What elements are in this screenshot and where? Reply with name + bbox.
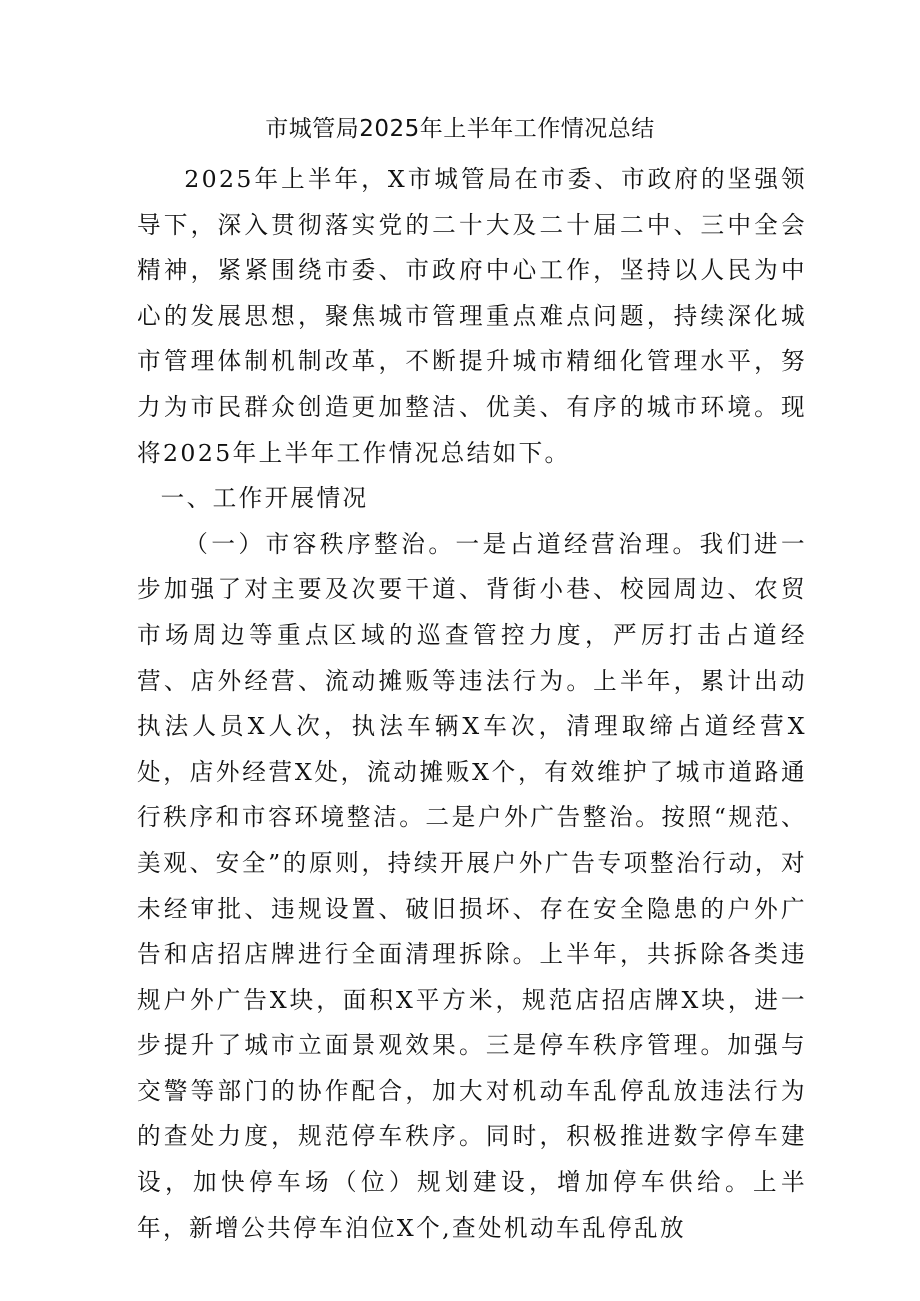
document-title: 市城管局2025年上半年工作情况总结 xyxy=(265,116,655,142)
document-body xyxy=(137,157,807,1251)
intro-paragraph: 2025年上半年，X市城管局在市委、市政府的坚强领导下，深入贯彻落实党的二十大及二十届二中、三中全会精神，紧紧围绕市委、市政府中心工作，坚持以人民为中心的发展思想，聚焦城市管理重点难点问题，持续深化城市管理体制机制改革，不断提升城市精细化管理水平，努力为市民群众创造更加整洁、优美、有序的城市环境。现将2025年上半年工作情况总结如下。 xyxy=(137,165,807,467)
section-paragraph: （一）市容秩序整治。一是占道经营治理。我们进一步加强了对主要及次要干道、背街小巷、校园周边、农贸市场周边等重点区域的巡查管控力度，严厉打击占道经营、店外经营、流动摊贩等违法行为。上半年，累计出动执法人员X人次，执法车辆X车次，清理取缔占道经营X处，店外经营X处，流动摊贩X个，有效维护了城市道路通行秩序和市容环境整洁。二是户外广告整治。按照“规范、美观、安全”的原则，持续开展户外广告专项整治行动，对未经审批、违规设置、破旧损坏、存在安全隐患的户外广告和店招店牌进行全面清理拆除。上半年，共拆除各类违规户外广告X块，面积X平方米，规范店招店牌X块，进一步提升了城市立面景观效果。三是停车秩序管理。加强与交警等部门的协作配合，加大对机动车乱停乱放违法行为的查处力度，规范停车秩序。同时，积极推进数字停车建设，加快停车场（位）规划建设，增加停车供给。上半年，新增公共停车泊位X个,查处机动车乱停乱放 xyxy=(137,529,807,1242)
section-heading: 一、工作开展情况 xyxy=(160,484,369,513)
